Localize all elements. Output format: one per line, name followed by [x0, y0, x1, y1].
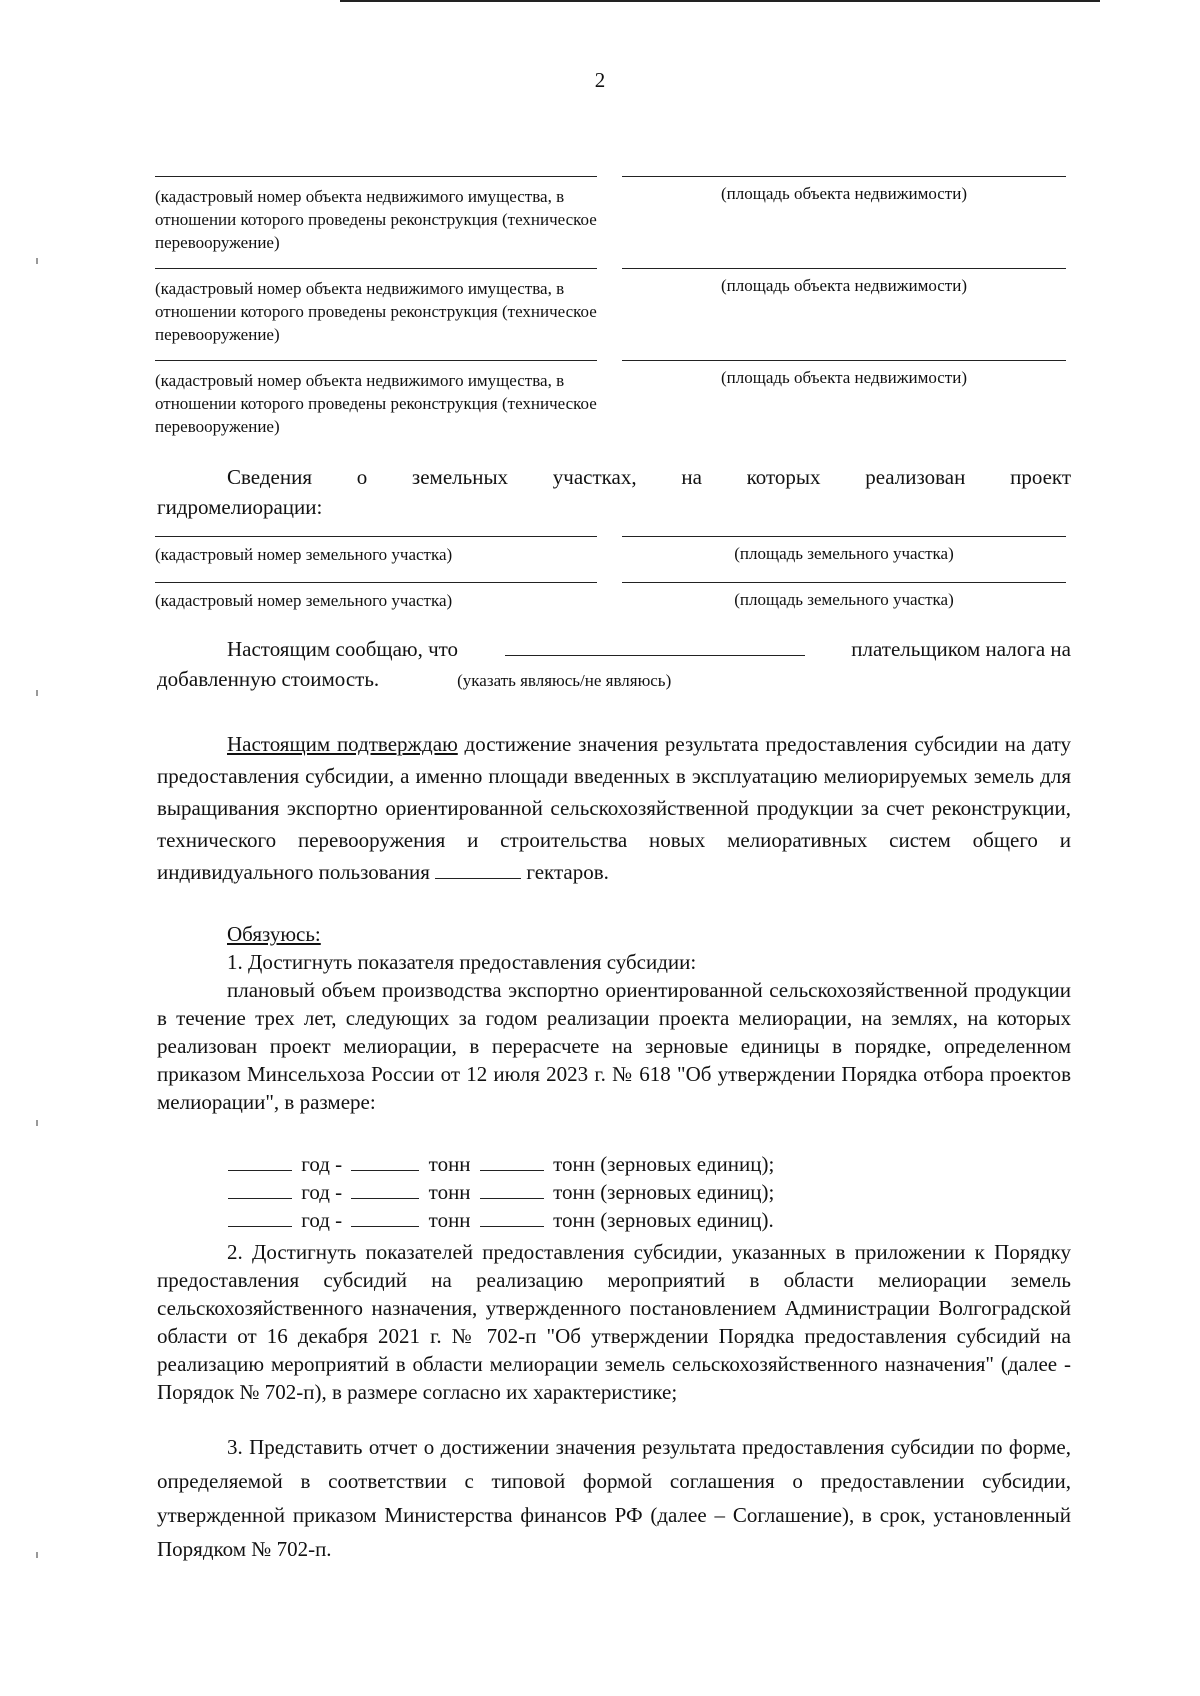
tonnes-label: тонн — [428, 1208, 471, 1232]
scan-margin-mark — [36, 1120, 38, 1126]
property-area-caption: (площадь объекта недвижимости) — [720, 276, 967, 295]
year-blank — [228, 1180, 292, 1199]
obligations-block — [157, 920, 1071, 1116]
vat-suffix: плательщиком налога на — [851, 637, 1071, 661]
scan-margin-mark — [36, 690, 38, 696]
blank-line — [155, 268, 597, 269]
grain-units-label: тонн (зерновых единиц); — [553, 1152, 775, 1176]
confirmation-paragraph — [157, 728, 1071, 888]
blank-line — [622, 536, 1066, 537]
grain-units-label: тонн (зерновых единиц). — [553, 1208, 774, 1232]
obligation-3: 3. Представить отчет о достижении значения результата предоставления субсидии по форме, определяемой в соответствии с типовой формой соглашения о предоставлении субсидии, утвержденной приказом Министерства финансов РФ (далее – Соглашение), в срок, установленный Порядком № 702-п. — [157, 1435, 1071, 1561]
year-blank — [228, 1208, 292, 1227]
blank-line — [155, 176, 597, 177]
confirmation-text: достижение значения результата предоставления субсидии на дату предоставления субсидии, а именно площади введенных в эксплуатацию мелиорируемых земель для выращивания экспортно ориентированной сельскохозяйственной продукции за счет реконструкции, технического перевооружения и строительства новых мелиоративных систем общего и индивидуального пользования — [157, 732, 1071, 884]
land-area-field-2 — [622, 582, 1066, 611]
property-cadastral-caption: (кадастровый номер объекта недвижимого имущества, в отношении которого проведены реконструкция (техническое перевооружение) — [155, 279, 597, 344]
year-row-1 — [228, 1152, 778, 1177]
scan-margin-mark — [36, 1552, 38, 1558]
blank-line — [622, 176, 1066, 177]
property-area-caption: (площадь объекта недвижимости) — [720, 184, 967, 203]
year-label: год - — [301, 1208, 343, 1232]
obligation-2: 2. Достигнуть показателей предоставления субсидии, указанных в приложении к Порядку предоставления субсидий на реализацию мероприятий в области мелиорации земель сельскохозяйственного назначения, утвержденного постановлением Администрации Волгоградской области от 16 декабря 2021 г. № 702-п "Об утверждении Порядка предоставления субсидий на реализацию мероприятий в области мелиорации земель сельскохозяйственного назначения" (далее - Порядок № 702-п), в размере согласно их характеристике; — [157, 1240, 1071, 1404]
blank-line — [622, 360, 1066, 361]
land-plots-intro — [157, 462, 1071, 522]
vat-hint: (указать являюсь/не являюсь) — [457, 671, 672, 690]
year-label: год - — [301, 1180, 343, 1204]
vat-line1 — [157, 634, 1071, 664]
blank-line — [155, 536, 597, 537]
scan-margin-mark — [36, 258, 38, 264]
blank-line — [155, 360, 597, 361]
property-cadastral-field-1 — [155, 176, 597, 254]
confirmation-tail: гектаров. — [526, 860, 609, 884]
tonnes-label: тонн — [428, 1180, 471, 1204]
tonnes-label: тонн — [428, 1152, 471, 1176]
property-area-field-1 — [622, 176, 1066, 205]
vat-statement — [157, 634, 1071, 696]
vat-line2-text: добавленную стоимость. — [157, 667, 380, 691]
property-area-field-3 — [622, 360, 1066, 389]
scan-top-rule — [340, 0, 1100, 2]
vat-prefix: Настоящим сообщаю, что — [227, 637, 459, 661]
grain-units-label: тонн (зерновых единиц); — [553, 1180, 775, 1204]
year-blank — [228, 1152, 292, 1171]
blank-line — [155, 582, 597, 583]
property-area-caption: (площадь объекта недвижимости) — [720, 368, 967, 387]
land-cadastral-field-1 — [155, 536, 597, 566]
year-row-2 — [228, 1180, 778, 1205]
obligations-heading: Обязуюсь: — [227, 922, 321, 946]
confirmation-underlined: Настоящим подтверждаю — [227, 732, 458, 756]
grain-units-blank — [480, 1180, 544, 1199]
property-cadastral-caption: (кадастровый номер объекта недвижимого имущества, в отношении которого проведены реконструкция (техническое перевооружение) — [155, 371, 597, 436]
vat-line2 — [157, 664, 1071, 696]
land-plots-intro-line2: гидромелиорации: — [157, 495, 323, 519]
year-label: год - — [301, 1152, 343, 1176]
land-cadastral-field-2 — [155, 582, 597, 612]
grain-units-blank — [480, 1152, 544, 1171]
year-row-3 — [228, 1208, 778, 1233]
property-cadastral-field-3 — [155, 360, 597, 438]
land-cadastral-caption: (кадастровый номер земельного участка) — [155, 545, 453, 564]
blank-line — [622, 582, 1066, 583]
land-plots-intro-line1: Сведения о земельных участках, на которых реализован проект — [227, 465, 1071, 489]
grain-units-blank — [480, 1208, 544, 1227]
obligation-1-text: плановый объем производства экспортно ориентированной сельскохозяйственной продукции в течение трех лет, следующих за годом реализации проекта мелиорации, на землях, на которых реализован проект мелиорации, в перерасчете на зерновые единицы в порядке, определенном приказом Минсельхоза России от 12 июля 2023 г. № 618 "Об утверждении Порядка отбора проектов мелиорации", в размере: — [157, 978, 1071, 1114]
property-cadastral-field-2 — [155, 268, 597, 346]
page-number: 2 — [594, 68, 606, 92]
tonnes-blank — [351, 1152, 419, 1171]
tonnes-blank — [351, 1180, 419, 1199]
blank-line — [622, 268, 1066, 269]
land-area-caption: (площадь земельного участка) — [734, 590, 954, 609]
property-area-field-2 — [622, 268, 1066, 297]
land-area-field-1 — [622, 536, 1066, 565]
vat-status-blank — [505, 637, 805, 656]
land-cadastral-caption: (кадастровый номер земельного участка) — [155, 591, 453, 610]
property-cadastral-caption: (кадастровый номер объекта недвижимого имущества, в отношении которого проведены реконструкция (техническое перевооружение) — [155, 187, 597, 252]
hectares-blank — [435, 860, 521, 879]
land-area-caption: (площадь земельного участка) — [734, 544, 954, 563]
tonnes-blank — [351, 1208, 419, 1227]
obligation-1-title: 1. Достигнуть показателя предоставления субсидии: — [227, 950, 697, 974]
